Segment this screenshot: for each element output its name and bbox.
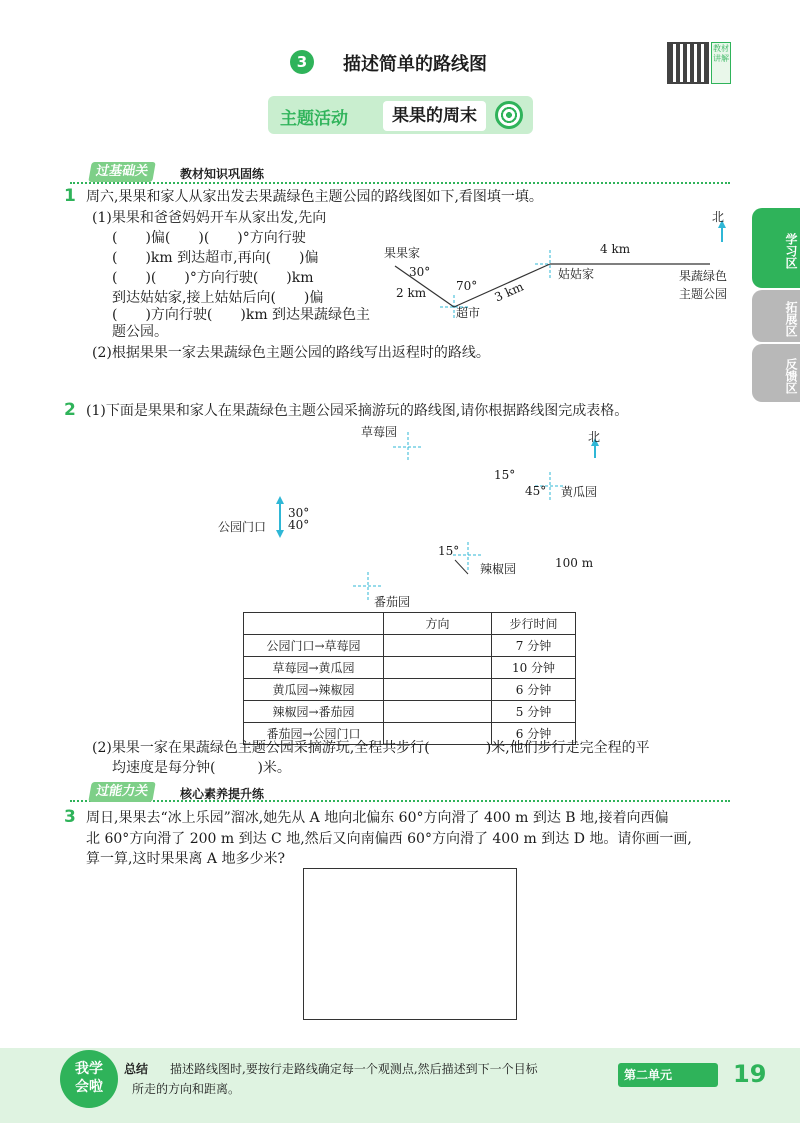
drawing-answer-box[interactable] [303,868,517,1020]
unit-label: 第二单元 [618,1063,718,1087]
map-label-gate: 公园门口 [218,520,267,534]
table-cell-direction[interactable] [384,701,492,723]
table-row [244,679,576,701]
tab-extend[interactable]: 拓展区 [752,290,800,342]
distance-label: 3 km [492,279,526,305]
table-header: 步行时间 [492,613,576,635]
table-cell-direction[interactable] [384,679,492,701]
table-row [244,657,576,679]
table-cell-route: 辣椒园→番茄园 [244,701,384,723]
qr-tag: 教材讲解 [711,42,731,84]
map-label-market: 超市 [456,306,481,320]
tab-feedback[interactable]: 反馈区 [752,344,800,402]
section-divider [70,182,730,184]
q2-part2-line[interactable]: 均速度是每分钟( )米。 [112,760,291,776]
table-cell-route: 草莓园→黄瓜园 [244,657,384,679]
angle-label: 40° [288,518,310,532]
angle-label: 30° [409,265,431,279]
q1-part1-line[interactable]: ( )( )°方向行驶( )km [112,270,314,286]
q1-part2: (2)根据果果一家去果蔬绿色主题公园的路线写出返程时的路线。 [92,345,490,361]
table-cell-direction[interactable] [384,657,492,679]
table-cell-route: 公园门口→草莓园 [244,635,384,657]
table-row [244,635,576,657]
level-subtitle-basic: 教材知识巩固练 [180,167,265,181]
map-label-pepper: 辣椒园 [480,562,517,576]
distance-label: 4 km [600,242,631,256]
section-number: 3 [290,50,314,74]
page-number: 19 [733,1060,767,1088]
badge-line: 我学 [75,1061,103,1077]
angle-label: 15° [438,544,460,558]
table-row [244,701,576,723]
question-number: 2 [64,400,76,420]
map-label-aunt: 姑姑家 [558,267,595,281]
table-header: 方向 [384,613,492,635]
north-label: 北 [588,430,601,444]
summary-text: 描述路线图时,要按行走路线确定每一个观测点,然后描述到下一个目标 [170,1062,538,1076]
table-cell-time: 7 分钟 [492,635,576,657]
badge-line: 会啦 [75,1079,103,1095]
q1-part1-line[interactable]: 到达姑姑家,接上姑姑后向( )偏 [112,290,324,306]
q3-line: 周日,果果去“冰上乐园”溜冰,她先从 A 地向北偏东 60°方向滑了 400 m 到达 B 地,接着向西偏 [86,810,669,826]
question-number: 1 [64,186,76,206]
section-divider [70,800,730,802]
table-header-row [244,613,576,635]
learned-badge [60,1050,118,1108]
level-tag-basic: 过基础关 [88,162,156,182]
summary-text: 所走的方向和距离。 [132,1082,241,1096]
map-label-strawberry: 草莓园 [361,425,398,439]
map-label-home: 果果家 [384,246,421,260]
north-label: 北 [712,210,725,224]
map-label-cucumber: 黄瓜园 [561,485,598,499]
q1-part1-line[interactable]: ( )偏( )( )°方向行驶 [112,230,306,246]
theme-label: 主题活动 [280,109,348,129]
table-cell-time: 6 分钟 [492,679,576,701]
map-label-park: 主题公园 [679,287,728,301]
table-cell-time: 6 分钟 [492,723,576,745]
angle-label: 70° [456,279,478,293]
qr-code-icon[interactable] [667,42,709,84]
angle-label: 45° [525,484,547,498]
q1-part1-line: (1)果果和爸爸妈妈开车从家出发,先向 [92,210,327,226]
theme-title: 果果的周末 [383,101,486,131]
tab-study[interactable]: 学习区 [752,208,800,288]
q2-part2-line[interactable]: (2)果果一家在果蔬绿色主题公园采摘游玩,全程共步行( )米,他们步行走完全程的平 [92,740,650,756]
distance-label: 2 km [396,286,427,300]
q1-part1-line: 题公园。 [112,324,168,340]
angle-label: 15° [494,468,516,482]
q2-part1: (1)下面是果果和家人在果蔬绿色主题公园采摘游玩的路线图,请你根据路线图完成表格。 [86,403,629,419]
target-icon [495,101,523,129]
map-label-park: 果蔬绿色 [679,269,728,283]
table-cell-time: 10 分钟 [492,657,576,679]
table-cell-direction[interactable] [384,635,492,657]
level-subtitle-ability: 核心素养提升练 [180,787,265,801]
angle-label: 30° [288,506,310,520]
table-cell-time: 5 分钟 [492,701,576,723]
question-number: 3 [64,807,76,827]
map-label-tomato: 番茄园 [374,595,411,609]
level-tag-ability: 过能力关 [88,782,156,802]
question-stem: 周六,果果和家人从家出发去果蔬绿色主题公园的路线图如下,看图填一填。 [86,189,543,205]
q1-part1-line[interactable]: ( )km 到达超市,再向( )偏 [112,250,319,266]
table-cell-route: 番茄园→公园门口 [244,723,384,745]
q1-part1-line[interactable]: ( )方向行驶( )km 到达果蔬绿色主 [112,307,371,323]
q3-line: 算一算,这时果果离 A 地多少米? [86,851,285,867]
route-table [243,612,576,745]
section-title: 描述简单的路线图 [343,54,487,75]
summary-label: 总结 [124,1062,149,1076]
table-header [244,613,384,635]
scale-label: 100 m [555,556,594,570]
q3-line: 北 60°方向滑了 200 m 到达 C 地,然后又向南偏西 60°方向滑了 400 m 到达 D 地。请你画一画, [86,831,692,847]
table-cell-route: 黄瓜园→辣椒园 [244,679,384,701]
